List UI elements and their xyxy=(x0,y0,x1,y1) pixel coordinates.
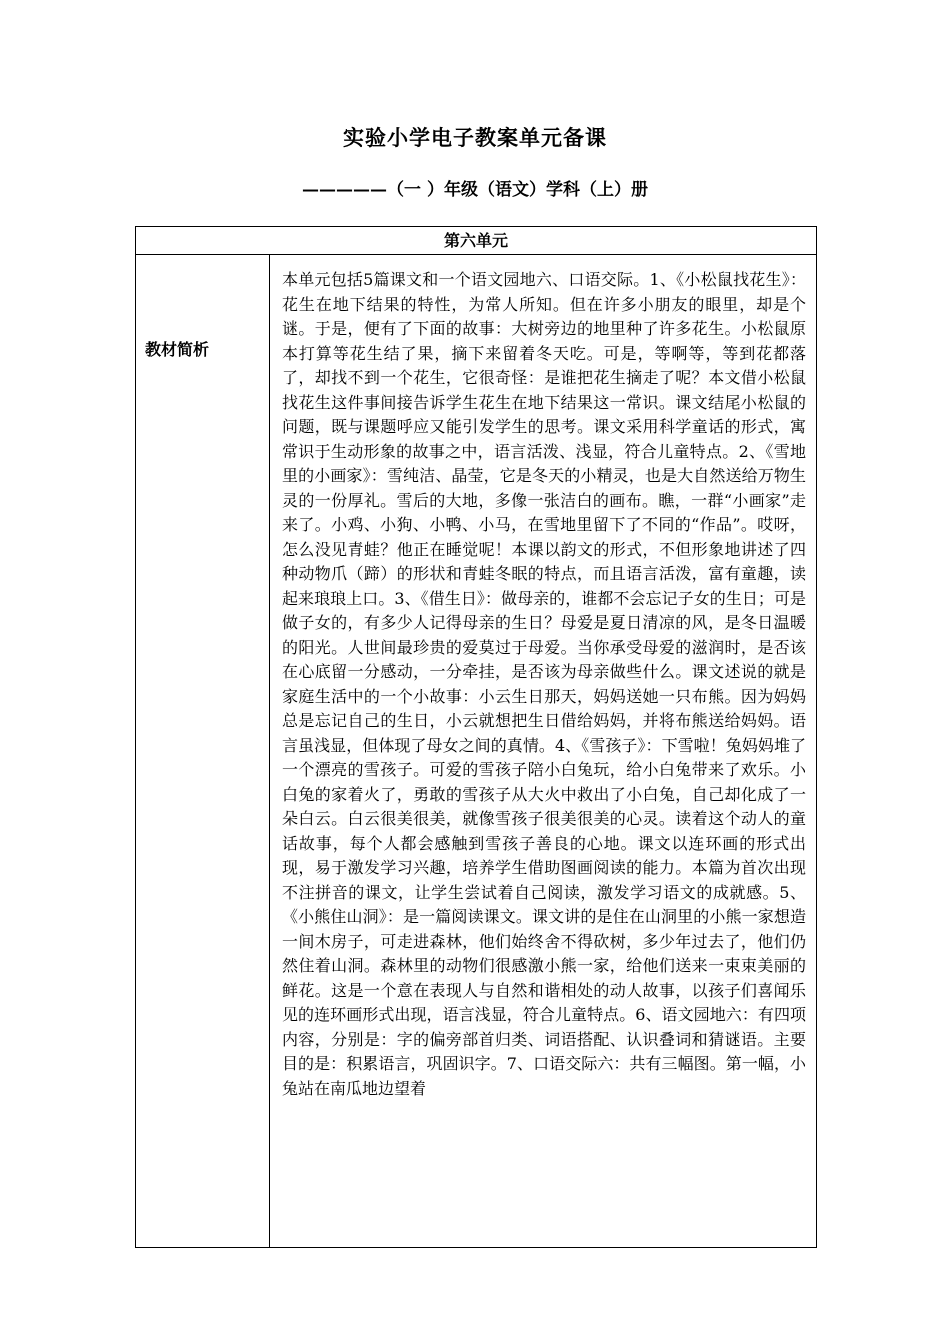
document-title: 实验小学电子教案单元备课 xyxy=(343,125,607,150)
row-label: 教材简析 xyxy=(145,340,210,359)
unit-header-cell xyxy=(136,227,817,255)
table-row xyxy=(136,255,817,1248)
row-label-cell xyxy=(136,255,270,1248)
unit-header-text: 第六单元 xyxy=(444,231,509,250)
unit-header-row xyxy=(136,227,817,255)
row-content: 本单元包括5篇课文和一个语文园地六、口语交际。1、《小松鼠找花生》：花生在地下结果的特性，为常人所知。但在许多小朋友的眼里，却是个谜。于是，便有了下面的故事：大树旁边的地里种了许多花生。小松鼠原本打算等花生结了果，摘下来留着冬天吃。可是，等啊等，等到花都落了，却找不到一个花生，它很奇怪：是谁把花生摘走了呢？本文借小松鼠找花生这件事间接告诉学生花生在地下结果这一常识。课文结尾小松鼠的问题，既与课题呼应又能引发学生的思考。课文采用科学童话的形式，寓常识于生动形象的故事之中，语言活泼、浅显，符合儿童特点。2、《雪地里的小画家》：雪纯洁、晶莹，它是冬天的小精灵，也是大自然送给万物生灵的一份厚礼。雪后的大地，多像一张洁白的画布。瞧，一群“小画家”走来了。小鸡、小狗、小鸭、小马，在雪地里留下了不同的“作品”。哎呀，怎么没见青蛙？他正在睡觉呢！本课以韵文的形式，不但形象地讲述了四种动物爪（蹄）的形状和青蛙冬眠的特点，而且语言活泼，富有童趣，读起来琅琅上口。3、《借生日》：做母亲的，谁都不会忘记子女的生日；可是做子女的，有多少人记得母亲的生日？母爱是夏日清凉的风，是冬日温暖的阳光。人世间最珍贵的爱莫过于母爱。当你承受母爱的滋润时，是否该在心底留一分感动，一分牵挂，是否该为母亲做些什么。课文述说的就是家庭生活中的一个小故事：小云生日那天，妈妈送她一只布熊。因为妈妈总是忘记自己的生日，小云就想把生日借给妈妈，并将布熊送给妈妈。语言虽浅显，但体现了母女之间的真情。4、《雪孩子》：下雪啦！兔妈妈堆了一个漂亮的雪孩子。可爱的雪孩子陪小白兔玩，给小白兔带来了欢乐。小白兔的家着火了，勇敢的雪孩子从大火中救出了小白兔，自己却化成了一朵白云。白云很美很美，就像雪孩子很美很美的心灵。读着这个动人的童话故事，每个人都会感触到雪孩子善良的心地。课文以连环画的形式出现，易于激发学习兴趣，培养学生借助图画阅读的能力。本篇为首次出现不注拼音的课文，让学生尝试着自己阅读，激发学习语文的成就感。5、《小熊住山洞》：是一篇阅读课文。课文讲的是住在山洞里的小熊一家想造一间木房子，可走进森林，他们始终舍不得砍树，多少年过去了，他们仍然住着山洞。森林里的动物们很感激小熊一家，给他们送来一束束美丽的鲜花。这是一个意在表现人与自然和谐相处的动人故事，以孩子们喜闻乐见的连环画形式出现，语言浅显，符合儿童特点。6、语文园地六：有四项内容，分别是：字的偏旁部首归类、词语搭配、认识叠词和猜谜语。主要目的是：积累语言，巩固识字。7、口语交际六：共有三幅图。第一幅，小兔站在南瓜地边望着 xyxy=(282,270,807,1098)
unit-plan-table xyxy=(135,226,817,1248)
document-subtitle: —————（一 ）年级（语文）学科（上）册 xyxy=(302,180,648,200)
row-content-cell xyxy=(270,255,817,1248)
